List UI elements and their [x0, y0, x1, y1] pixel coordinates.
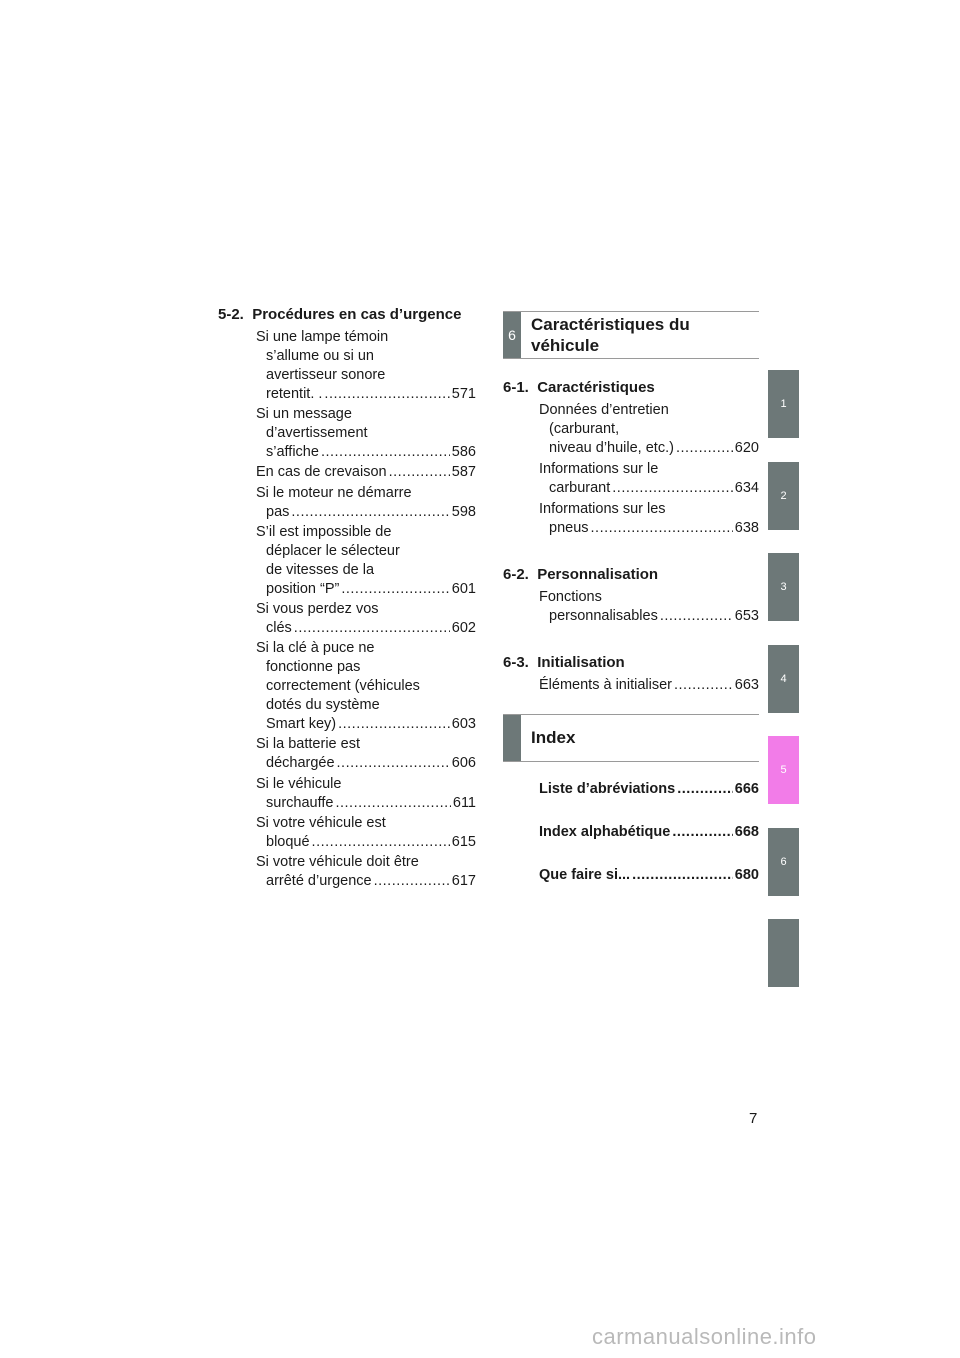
watermark: carmanualsonline.info — [592, 1324, 817, 1349]
dot-leader — [337, 754, 450, 773]
dot-leader — [324, 385, 449, 404]
dot-leader — [335, 794, 450, 813]
entry-line: Si la clé à puce ne — [256, 640, 375, 657]
entry-line: Si vous perdez vos — [256, 601, 379, 617]
dot-leader — [591, 519, 733, 538]
entry-line: correctement (véhicules — [266, 678, 420, 695]
entry-line: Données d’entretien — [539, 402, 669, 418]
page-ref: 586 — [451, 444, 476, 461]
toc-entry — [256, 463, 476, 482]
entry-line: (carburant, — [549, 421, 620, 437]
entry-text: déchargée — [266, 755, 335, 772]
entry-last-line — [256, 872, 476, 891]
section-number: 5-2. — [218, 306, 244, 323]
entry-text: retentit. . — [266, 386, 323, 402]
page-ref: 611 — [452, 794, 476, 811]
dot-leader — [341, 580, 449, 599]
entry-line: de vitesses de la — [266, 561, 375, 578]
section-title: Initialisation — [537, 654, 625, 671]
dot-leader — [632, 867, 733, 883]
page-ref: 620 — [734, 440, 759, 456]
entry-line: Si votre véhicule doit être — [256, 854, 419, 870]
chapter-title-line1: Caractéristiques du — [531, 315, 690, 334]
entry-text: Smart key) — [266, 716, 337, 733]
page-number: 7 — [749, 1110, 758, 1127]
dot-leader — [674, 676, 733, 695]
entry-line: Si le véhicule — [256, 775, 342, 792]
section-5-2-heading — [218, 306, 461, 324]
toc-entry — [256, 814, 476, 852]
index-entry-label: Que faire si... — [539, 867, 631, 883]
entry-text: personnalisables — [549, 608, 658, 624]
dot-leader — [672, 824, 732, 840]
page-ref: 634 — [734, 480, 759, 496]
entry-last-line — [256, 443, 476, 462]
entry-line: S’il est impossible de — [256, 523, 392, 540]
entry-line: Si un message — [256, 406, 352, 423]
index-title: Index — [531, 728, 576, 747]
page-ref: 571 — [451, 386, 476, 402]
entry-line: s’allume ou si un — [266, 348, 374, 364]
toc-entry — [256, 523, 476, 599]
entry-last-line — [539, 519, 759, 538]
page-ref: 638 — [734, 520, 759, 536]
entry-line: Informations sur le — [539, 461, 659, 477]
chapter-tab-6: 6 — [768, 828, 799, 896]
entry-last-line — [256, 715, 476, 734]
dot-leader — [389, 463, 450, 482]
entry-last-line — [256, 580, 476, 599]
section-number: 6-1. — [503, 379, 529, 396]
dot-leader — [374, 872, 450, 891]
page-ref: 668 — [734, 824, 759, 840]
section-title: Caractéristiques — [537, 379, 655, 396]
page-ref: 615 — [451, 833, 476, 850]
dot-leader — [676, 439, 733, 458]
toc-entry — [539, 676, 759, 695]
entry-last-line — [539, 479, 759, 498]
toc-entry — [539, 401, 759, 458]
toc-entry — [256, 600, 476, 638]
section-number: 6-2. — [503, 566, 529, 583]
entry-text: surchauffe — [266, 794, 334, 811]
entry-line: dotés du système — [266, 697, 380, 714]
entry-line: fonctionne pas — [266, 659, 361, 676]
page-ref: 666 — [734, 781, 759, 797]
toc-entry — [539, 500, 759, 538]
index-entry — [539, 867, 759, 883]
entry-text: bloqué — [266, 833, 310, 850]
entry-line: Fonctions — [539, 589, 602, 605]
index-entry — [539, 781, 759, 797]
toc-entry — [256, 735, 476, 773]
page-ref: 601 — [451, 580, 476, 597]
toc-entry — [256, 639, 476, 734]
chapter-title-line2: véhicule — [531, 336, 600, 355]
entry-text: niveau d’huile, etc.) — [549, 440, 674, 456]
entry-line: Informations sur les — [539, 501, 666, 517]
entry-last-line — [256, 463, 476, 482]
entry-text: pneus — [549, 520, 589, 536]
entry-text: s’affiche — [266, 444, 319, 461]
entry-line: Si le moteur ne démarre — [256, 484, 412, 501]
entry-last-line — [256, 794, 476, 813]
page-ref: 617 — [451, 873, 476, 889]
entry-text: arrêté d’urgence — [266, 873, 372, 889]
dot-leader — [312, 833, 450, 852]
entry-text: carburant — [549, 480, 611, 496]
toc-entry — [256, 853, 476, 891]
index-entry-label: Liste d’abréviations — [539, 781, 676, 797]
page-ref: 603 — [451, 716, 476, 733]
entry-last-line — [539, 676, 759, 695]
entry-last-line — [256, 754, 476, 773]
entry-last-line — [539, 439, 759, 458]
entry-last-line — [256, 833, 476, 852]
section-heading — [503, 379, 655, 397]
page-ref: 587 — [451, 464, 476, 481]
page-ref: 602 — [451, 620, 476, 636]
page-ref: 663 — [734, 677, 759, 693]
dot-leader — [294, 619, 450, 638]
chapter-tab-1: 1 — [768, 370, 799, 438]
index-marker — [503, 715, 521, 761]
toc-entry — [539, 460, 759, 498]
section-heading — [503, 654, 625, 672]
entry-text: position “P” — [266, 580, 340, 597]
chapter-tab-blank — [768, 919, 799, 987]
page-ref: 653 — [734, 608, 759, 624]
dot-leader — [291, 503, 449, 522]
entry-line: avertisseur sonore — [266, 367, 386, 383]
entry-line: d’avertissement — [266, 425, 368, 442]
section-title: Procédures en cas d’urgence — [252, 306, 462, 323]
index-header — [503, 714, 759, 762]
dot-leader — [338, 715, 450, 734]
entry-text: Éléments à initialiser — [539, 677, 672, 693]
chapter-number: 6 — [503, 312, 521, 358]
entry-line: Si une lampe témoin — [256, 329, 389, 345]
dot-leader — [612, 479, 733, 498]
entry-last-line — [256, 503, 476, 522]
page-ref: 680 — [734, 867, 759, 883]
section-heading — [503, 566, 658, 584]
section-title: Personnalisation — [537, 566, 659, 583]
entry-last-line — [256, 619, 476, 638]
dot-leader — [677, 781, 733, 797]
chapter-6-header — [503, 311, 759, 359]
entry-line: Si votre véhicule est — [256, 814, 386, 831]
chapter-tab-2: 2 — [768, 462, 799, 530]
toc-entry — [256, 775, 476, 813]
section-number: 6-3. — [503, 654, 529, 671]
entry-last-line — [539, 607, 759, 626]
index-entry — [539, 824, 759, 840]
dot-leader — [321, 443, 450, 462]
entry-line: Si la batterie est — [256, 736, 360, 753]
entry-last-line — [256, 385, 476, 404]
entry-text: En cas de crevaison — [256, 464, 387, 481]
entry-text: clés — [266, 620, 292, 636]
toc-entry — [256, 484, 476, 522]
toc-entry — [256, 405, 476, 462]
dot-leader — [660, 607, 733, 626]
page-ref: 606 — [451, 755, 476, 772]
entry-text: pas — [266, 503, 290, 520]
chapter-tab-3: 3 — [768, 553, 799, 621]
chapter-tab-4: 4 — [768, 645, 799, 713]
toc-entry — [539, 588, 759, 626]
toc-entry — [256, 328, 476, 404]
chapter-title — [531, 314, 690, 356]
index-entry-label: Index alphabétique — [539, 824, 671, 840]
page-ref: 598 — [451, 503, 476, 520]
entry-line: déplacer le sélecteur — [266, 542, 400, 559]
chapter-tab-5: 5 — [768, 736, 799, 804]
